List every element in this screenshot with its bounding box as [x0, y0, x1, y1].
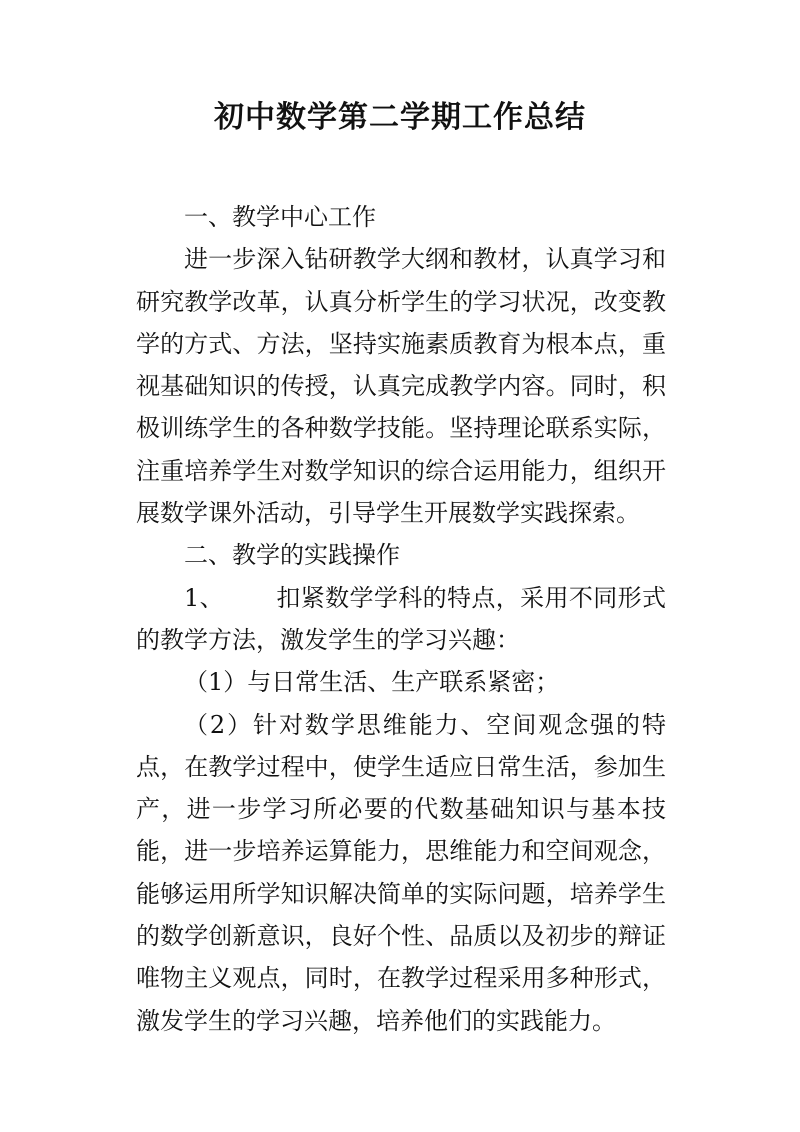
sub-item-1: （1）与日常生活、生产联系紧密；: [184, 668, 560, 697]
item-1-number: 1、: [184, 583, 225, 612]
item-1-text: 扣紧数学学科的特点，采用不同形式的教学方法，激发学生的学习兴趣：: [136, 583, 667, 654]
document-body: [136, 196, 666, 1042]
section-1-heading: 一、教学中心工作: [184, 203, 376, 231]
section-1-paragraph: 进一步深入钻研教学大纲和教材，认真学习和研究教学改革，认真分析学生的学习状况，改变教学的方式、方法，坚持实施素质教育为根本点，重视基础知识的传授，认真完成教学内容。同时，积极训练学生的各种数学技能。坚持理论联系实际，注重培养学生对数学知识的综合运用能力，组织开展数学课外活动，引导学生开展数学实践探索。: [136, 245, 666, 528]
section-2-heading: 二、教学的实践操作: [184, 541, 400, 570]
sub-item-2: （2）针对数学思维能力、空间观念强的特点，在教学过程中，使学生适应日常生活，参加生产，进一步学习所必要的代数基础知识与基本技能，进一步培养运算能力，思维能力和空间观念，能够运用所学知识解决简单的实际问题，培养学生的数学创新意识，良好个性、品质以及初步的辩证唯物主义观点，同时，在教学过程采用多种形式，激发学生的学习兴趣，培养他们的实践能力。: [136, 710, 666, 1035]
document-title: 初中数学第二学期工作总结: [214, 100, 586, 135]
item-1-paragraph: [136, 577, 666, 662]
